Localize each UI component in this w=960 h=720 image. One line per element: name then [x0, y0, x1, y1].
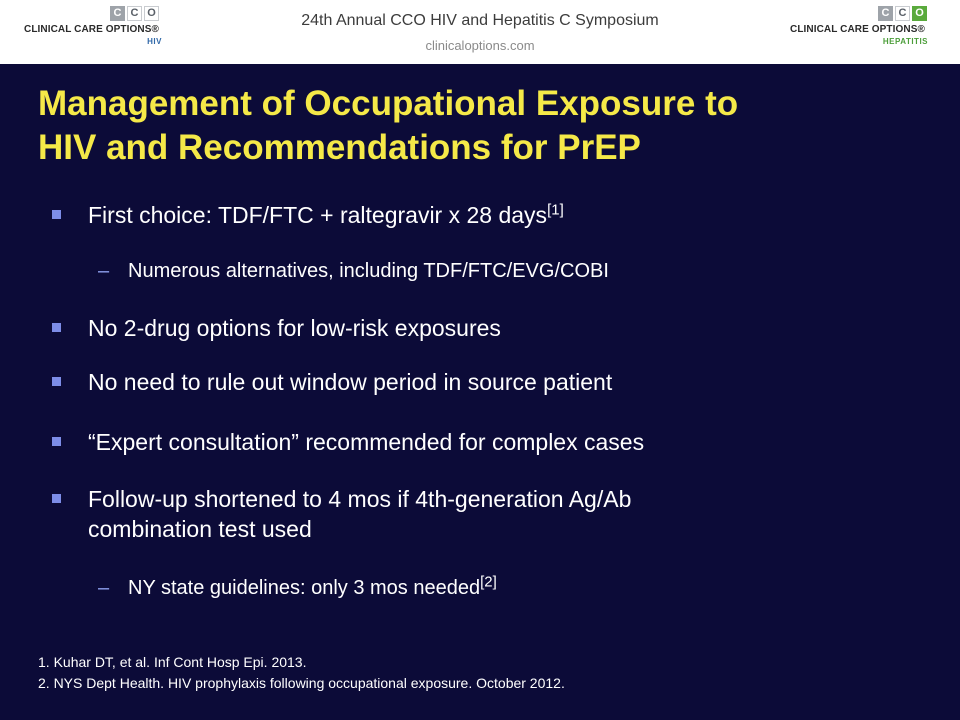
logo-letter: C [127, 6, 142, 21]
references [38, 652, 565, 694]
square-bullet-icon [52, 494, 61, 503]
citation-ref: [2] [480, 573, 497, 591]
bullet-text: First choice: TDF/FTC + raltegravir x 28 days [88, 202, 548, 228]
bullet-item [88, 484, 908, 544]
logo-letter: O [144, 6, 159, 21]
bullet-text: Follow-up shortened to 4 mos if 4th-generation Ag/Ab [88, 486, 632, 512]
bullet-item [88, 367, 908, 397]
reference-item: 1. Kuhar DT, et al. Inf Cont Hosp Epi. 2013. [38, 654, 307, 670]
logo-sub-text: HEPATITIS [882, 37, 928, 46]
symposium-title: 24th Annual CCO HIV and Hepatitis C Symposium [301, 12, 659, 29]
site-url: clinicaloptions.com [425, 38, 535, 53]
bullet-text: NY state guidelines: only 3 mos needed [128, 577, 481, 599]
square-bullet-icon [52, 437, 61, 446]
logo-brand-text: CLINICAL CARE OPTIONS® [24, 24, 159, 35]
logo-letter: C [110, 6, 125, 21]
bullet-item [88, 313, 908, 343]
bullet-text: “Expert consultation” recommended for complex cases [88, 429, 645, 455]
logo-letter: O [912, 6, 927, 21]
logo-sub-text: HIV [147, 37, 162, 46]
logo-letter: C [878, 6, 893, 21]
bullet-text: No 2-drug options for low-risk exposures [88, 315, 501, 341]
title-line: HIV and Recommendations for PrEP [38, 128, 641, 167]
square-bullet-icon [52, 377, 61, 386]
title-line: Management of Occupational Exposure to [38, 84, 739, 123]
sub-bullet-item [98, 573, 918, 601]
reference-item: 2. NYS Dept Health. HIV prophylaxis following occupational exposure. October 2012. [38, 675, 565, 691]
square-bullet-icon [52, 210, 61, 219]
logo-letter: C [895, 6, 910, 21]
dash-bullet-icon: – [98, 260, 110, 282]
bullet-text: combination test used [88, 516, 312, 542]
citation-ref: [1] [547, 201, 564, 219]
bullet-text: Numerous alternatives, including TDF/FTC/EVG/COBI [128, 260, 609, 282]
bullet-item [88, 427, 908, 457]
sub-bullet-item [98, 258, 918, 284]
bullet-text: No need to rule out window period in source patient [88, 369, 613, 395]
logo-brand-text: CLINICAL CARE OPTIONS® [790, 24, 925, 35]
dash-bullet-icon: – [98, 577, 110, 599]
bullet-item [88, 200, 908, 230]
square-bullet-icon [52, 323, 61, 332]
